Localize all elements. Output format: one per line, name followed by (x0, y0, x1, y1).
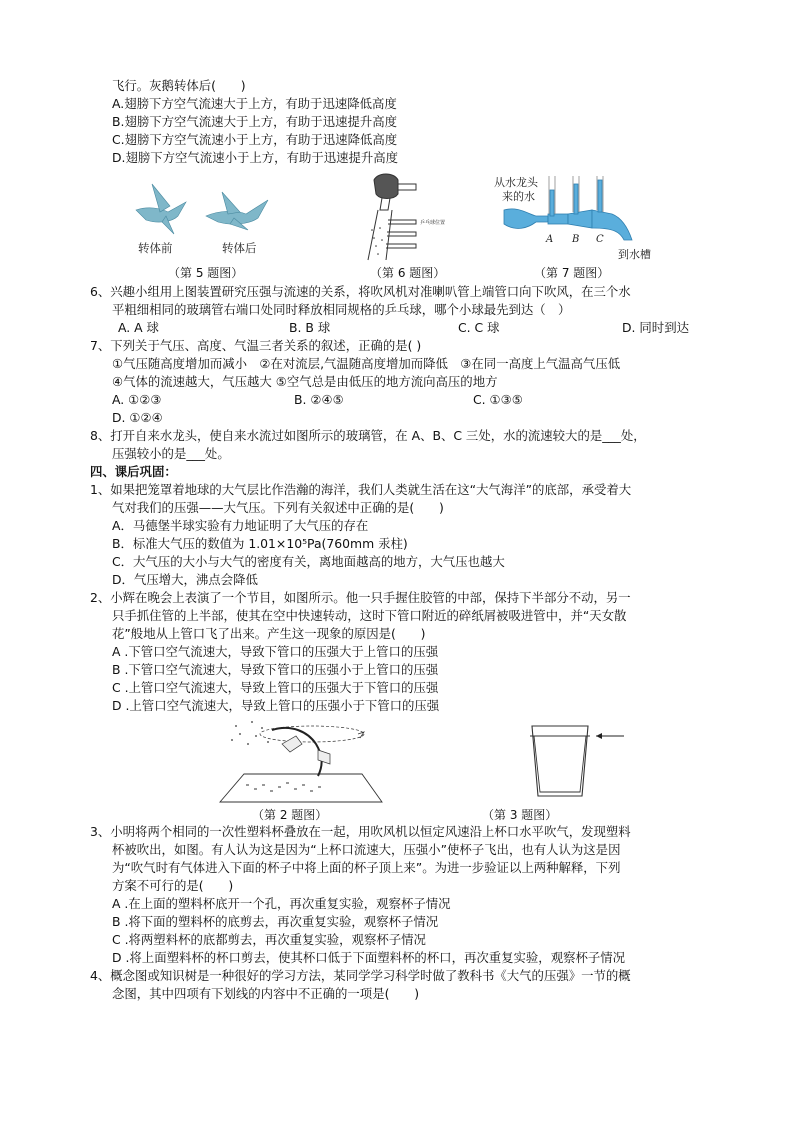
fig3-caption: （第 3 题图） (482, 808, 558, 822)
q7-option-b: B. ②④⑤ (294, 392, 344, 407)
q6-option-b: B. B 球 (289, 320, 331, 335)
q7-option-c: C. ①③⑤ (473, 392, 523, 407)
hair-dryer-figure (358, 170, 448, 262)
h3-line-3: 为“吹气时有气体进入下面的杯子中将上面的杯子顶上来”。为进一步验证以上两种解释，下列 (112, 860, 621, 875)
fig7-to-sink: 到水槽 (618, 248, 651, 261)
h2-option-d: D .上管口空气流速大，导致上管口的压强小于下管口的压强 (112, 698, 440, 713)
goose-figure (128, 172, 298, 262)
q7-stem: 7、下列关于气压、高度、气温三者关系的叙述，正确的是( ) (90, 338, 422, 353)
fig7-tap-water: 来的水 (502, 190, 535, 203)
stacked-cups-figure (528, 722, 638, 802)
fig7-point-a: A (546, 234, 554, 245)
h1-option-c: C．大气压的大小与大气的密度有关，离地面越高的地方，大气压也越大 (112, 554, 505, 569)
q7-statements-1: ①气压随高度增加而减小 ②在对流层,气温随高度增加而降低 ③在同一高度上气温高气压低 (112, 356, 621, 371)
h3-option-c: C .将两塑料杯的底都剪去，再次重复实验，观察杯子情况 (112, 932, 426, 947)
fig2-caption: （第 2 题图） (252, 808, 328, 822)
q7-statements-2: ④气体的流速越大，气压越大 ⑤空气总是由低压的地方流向高压的地方 (112, 374, 498, 389)
h3-line-4: 方案不可行的是( ) (112, 878, 234, 893)
water-tube-figure (488, 170, 656, 266)
q5-option-b: B.翅膀下方空气流速大于上方，有助于迅速提升高度 (112, 114, 398, 129)
h1-option-b: B．标准大气压的数值为 1.01×10⁵Pa(760mm 汞柱) (112, 536, 408, 551)
q6-line-1: 6、兴趣小组用上图装置研究压强与流速的关系，将吹风机对准喇叭管上端管口向下吹风，在三个水 (90, 284, 631, 299)
h3-option-b: B .将下面的塑料杯的底剪去，再次重复实验，观察杯子情况 (112, 914, 439, 929)
q5-option-c: C.翅膀下方空气流速小于上方，有助于迅速降低高度 (112, 132, 398, 147)
h3-option-a: A .在上面的塑料杯底开一个孔，再次重复实验，观察杯子情况 (112, 896, 451, 911)
q8-line-2: 压强较小的是___处。 (112, 446, 230, 461)
q6-option-c: C. C 球 (458, 320, 500, 335)
h3-line-2: 杯被吹出，如图。有人认为这是因为“上杯口流速大，压强小”使杯子飞出，也有人认为这是因 (112, 842, 621, 857)
h2-option-a: A .下管口空气流速大，导致下管口的压强大于上管口的压强 (112, 644, 439, 659)
fig5-caption: （第 5 题图） (168, 266, 244, 280)
q6-line-2: 平粗细相同的玻璃管右端口处同时释放相同规格的乒乓球，哪个小球最先到达（ ） (112, 302, 571, 317)
q8-line-1: 8、打开自来水龙头，使自来水流过如图所示的玻璃管，在 A、B、C 三处，水的流速较大的是___处， (90, 428, 646, 443)
h2-line-2: 只手抓住管的上半部，使其在空中快速转动，这时下管口附近的碎纸屑被吸进管中，并“天女散 (112, 608, 627, 623)
fig7-point-b: B (572, 234, 580, 245)
q5-option-a: A.翅膀下方空气流速大于上方，有助于迅速降低高度 (112, 96, 397, 111)
fig7-caption: （第 7 题图） (534, 266, 610, 280)
q7-option-a: A. ①②③ (112, 392, 162, 407)
h3-line-1: 3、小明将两个相同的一次性塑料杯叠放在一起，用吹风机以恒定风速沿上杯口水平吹气，发现塑料 (90, 824, 631, 839)
h1-option-d: D．气压增大，沸点会降低 (112, 572, 258, 587)
goose-after-label: 转体后 (222, 241, 257, 255)
h2-line-3: 花”般地从上管口飞了出来。产生这一现象的原因是( ) (112, 626, 426, 641)
h2-option-b: B .下管口空气流速大，导致下管口的压强小于上管口的压强 (112, 662, 439, 677)
fig7-point-c: C (596, 234, 604, 245)
h4-line-2: 念图，其中四项有下划线的内容中不正确的一项是( ) (112, 986, 420, 1001)
section-heading: 四、课后巩固： (90, 464, 177, 479)
q6-option-a: A. A 球 (118, 320, 159, 335)
ping-pong-label: 乒乓球位置 (420, 220, 446, 226)
q7-option-d: D. ①②④ (112, 410, 163, 425)
q5-stem-end: 飞行。灰鹅转体后( ) (112, 78, 246, 93)
h1-option-a: A．马德堡半球实验有力地证明了大气压的存在 (112, 518, 369, 533)
fig7-from-tap: 从水龙头 (494, 176, 538, 189)
goose-before-label: 转体前 (138, 241, 173, 255)
h3-option-d: D .将上面塑料杯的杯口剪去，使其杯口低于下面塑料杯的杯口，再次重复实验，观察杯子情况 (112, 950, 626, 965)
h2-option-c: C .上管口空气流速大，导致上管口的压强大于下管口的压强 (112, 680, 439, 695)
q6-option-d: D. 同时到达 (622, 320, 689, 335)
h2-line-1: 2、小辉在晚会上表演了一个节目，如图所示。他一只手握住胶管的中部，保持下半部分不动，另一 (90, 590, 631, 605)
spinning-tube-figure (212, 714, 392, 806)
fig6-caption: （第 6 题图） (370, 266, 446, 280)
h1-line-1: 1、如果把笼罩着地球的大气层比作浩瀚的海洋，我们人类就生活在这“大气海洋”的底部，承受着大 (90, 482, 632, 497)
h1-line-2: 气对我们的压强——大气压。下列有关叙述中正确的是( ) (112, 500, 444, 515)
q5-option-d: D.翅膀下方空气流速小于上方，有助于迅速提升高度 (112, 150, 399, 165)
h4-line-1: 4、概念图或知识树是一种很好的学习方法，某同学学习科学时做了教科书《大气的压强》一节的概 (90, 968, 631, 983)
